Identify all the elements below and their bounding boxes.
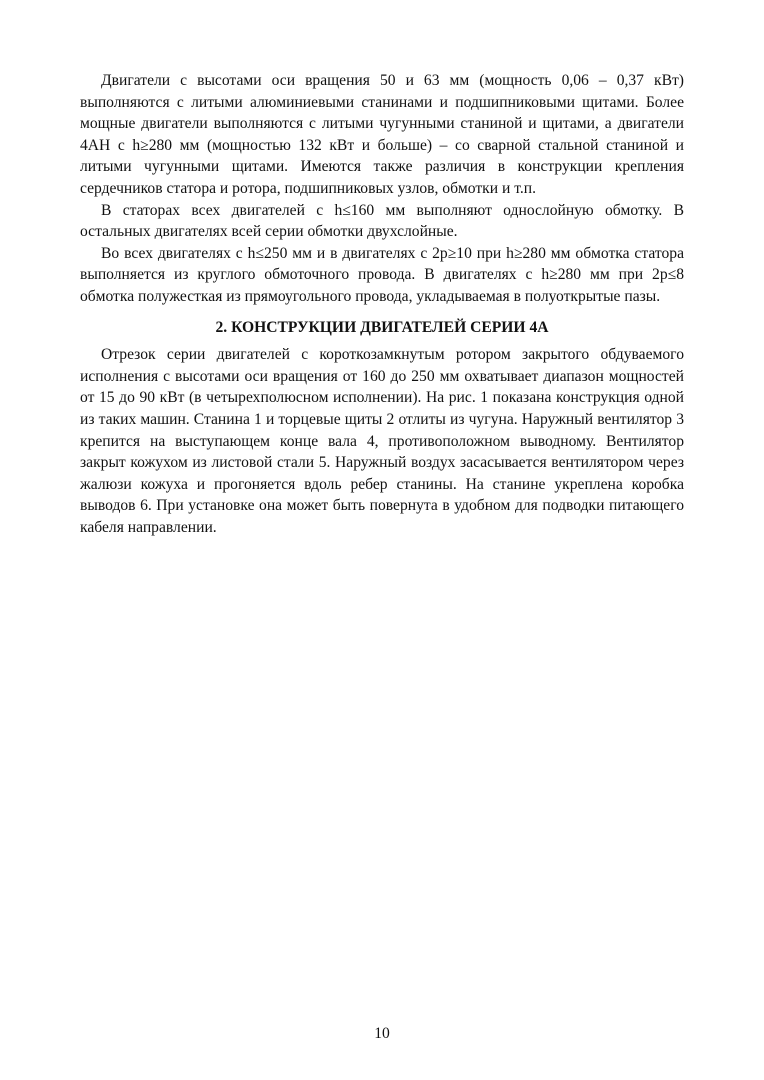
paragraph-series-construction: Отрезок серии двигателей с короткозамкнутым ротором закрытого обдуваемого исполнения с высотами оси вращения от 160 до 250 мм охватывает диапазон мощностей от 15 до 90 кВт (в четырехполюсном исполнении). На рис. 1 показана конструкция одной из таких машин. Станина 1 и торцевые щиты 2 отлиты из чугуна. Наружный вентилятор 3 крепится на выступающем конце вала 4, противоположном выводному. Вентилятор закрыт кожухом из листовой стали 5. Наружный воздух засасывается вентилятором через жалюзи кожуха и прогоняется вдоль ребер станины. На станине укреплена коробка выводов 6. При установке она может быть повернута в удобном для подводки питающего кабеля направлении. (80, 346, 684, 536)
paragraph-motor-frames: Двигатели с высотами оси вращения 50 и 63 мм (мощность 0,06 – 0,37 кВт) выполняются с литыми алюминиевыми станинами и подшипниковыми щитами. Более мощные двигатели выполняются с литыми чугунными станиной и щитами, а двигатели 4АН с h≥280 мм (мощностью 132 кВт и больше) – со сварной стальной станиной и литыми чугунными щитами. Имеются также различия в конструкции крепления сердечников статора и ротора, подшипниковых узлов, обмотки и т.п. (80, 72, 684, 197)
paragraph-stator-winding-wire: Во всех двигателях с h≤250 мм и в двигателях с 2p≥10 при h≥280 мм обмотка статора выполняется из круглого обмоточного провода. В двигателях с h≥280 мм при 2p≤8 обмотка полужесткая из прямоугольного провода, укладываемая в полуоткрытые пазы. (80, 244, 684, 305)
page-number: 10 (374, 1025, 390, 1042)
section-heading: 2. КОНСТРУКЦИИ ДВИГАТЕЛЕЙ СЕРИИ 4А (215, 318, 549, 336)
paragraph-stator-winding-layers: В статорах всех двигателей с h≤160 мм выполняют однослойную обмотку. В остальных двигателях всей серии обмотки двухслойные. (80, 201, 684, 241)
document-page (80, 70, 684, 538)
